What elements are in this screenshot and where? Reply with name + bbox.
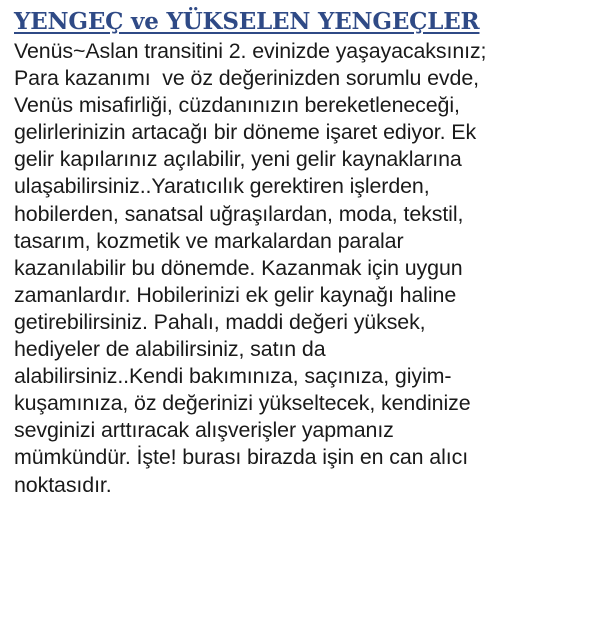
- body-line: getirebilirsiniz. Pahalı, maddi değeri yüksek,: [14, 309, 426, 334]
- body-line: hediyeler de alabilirsiniz, satın da: [14, 337, 326, 362]
- body-line: gelir kapılarınız açılabilir, yeni gelir kaynaklarına: [14, 147, 462, 172]
- article-body: [14, 38, 614, 499]
- article-title: YENGEÇ ve YÜKSELEN YENGEÇLER: [14, 8, 480, 35]
- body-line: hobilerden, sanatsal uğraşılardan, moda, tekstil,: [14, 201, 464, 226]
- body-line: kazanılabilir bu dönemde. Kazanmak için uygun: [14, 255, 463, 280]
- body-line: sevginizi arttıracak alışverişler yapmanız: [14, 418, 394, 443]
- body-line: Para kazanımı ve öz değerinizden sorumlu evde,: [14, 66, 479, 91]
- body-line: Venüs~Aslan transitini 2. evinizde yaşayacaksınız;: [14, 39, 487, 63]
- body-line: tasarım, kozmetik ve markalardan paralar: [14, 228, 404, 253]
- body-line: gelirlerinizin artacağı bir döneme işaret ediyor. Ek: [14, 120, 477, 145]
- body-line: alabilirsiniz..Kendi bakımınıza, saçınıza, giyim-: [14, 364, 452, 389]
- body-line: Venüs misafirliği, cüzdanınızın bereketleneceği,: [14, 93, 460, 118]
- body-line: noktasıdır.: [14, 472, 112, 497]
- horoscope-article: [14, 6, 614, 499]
- body-line: ulaşabilirsiniz..Yaratıcılık gerektiren işlerden,: [14, 174, 430, 199]
- body-line: mümkündür. İşte! burası birazda işin en can alıcı: [14, 445, 469, 470]
- body-line: kuşamınıza, öz değerinizi yükseltecek, kendinize: [14, 391, 471, 416]
- body-line: zamanlardır. Hobilerinizi ek gelir kaynağı haline: [14, 282, 457, 307]
